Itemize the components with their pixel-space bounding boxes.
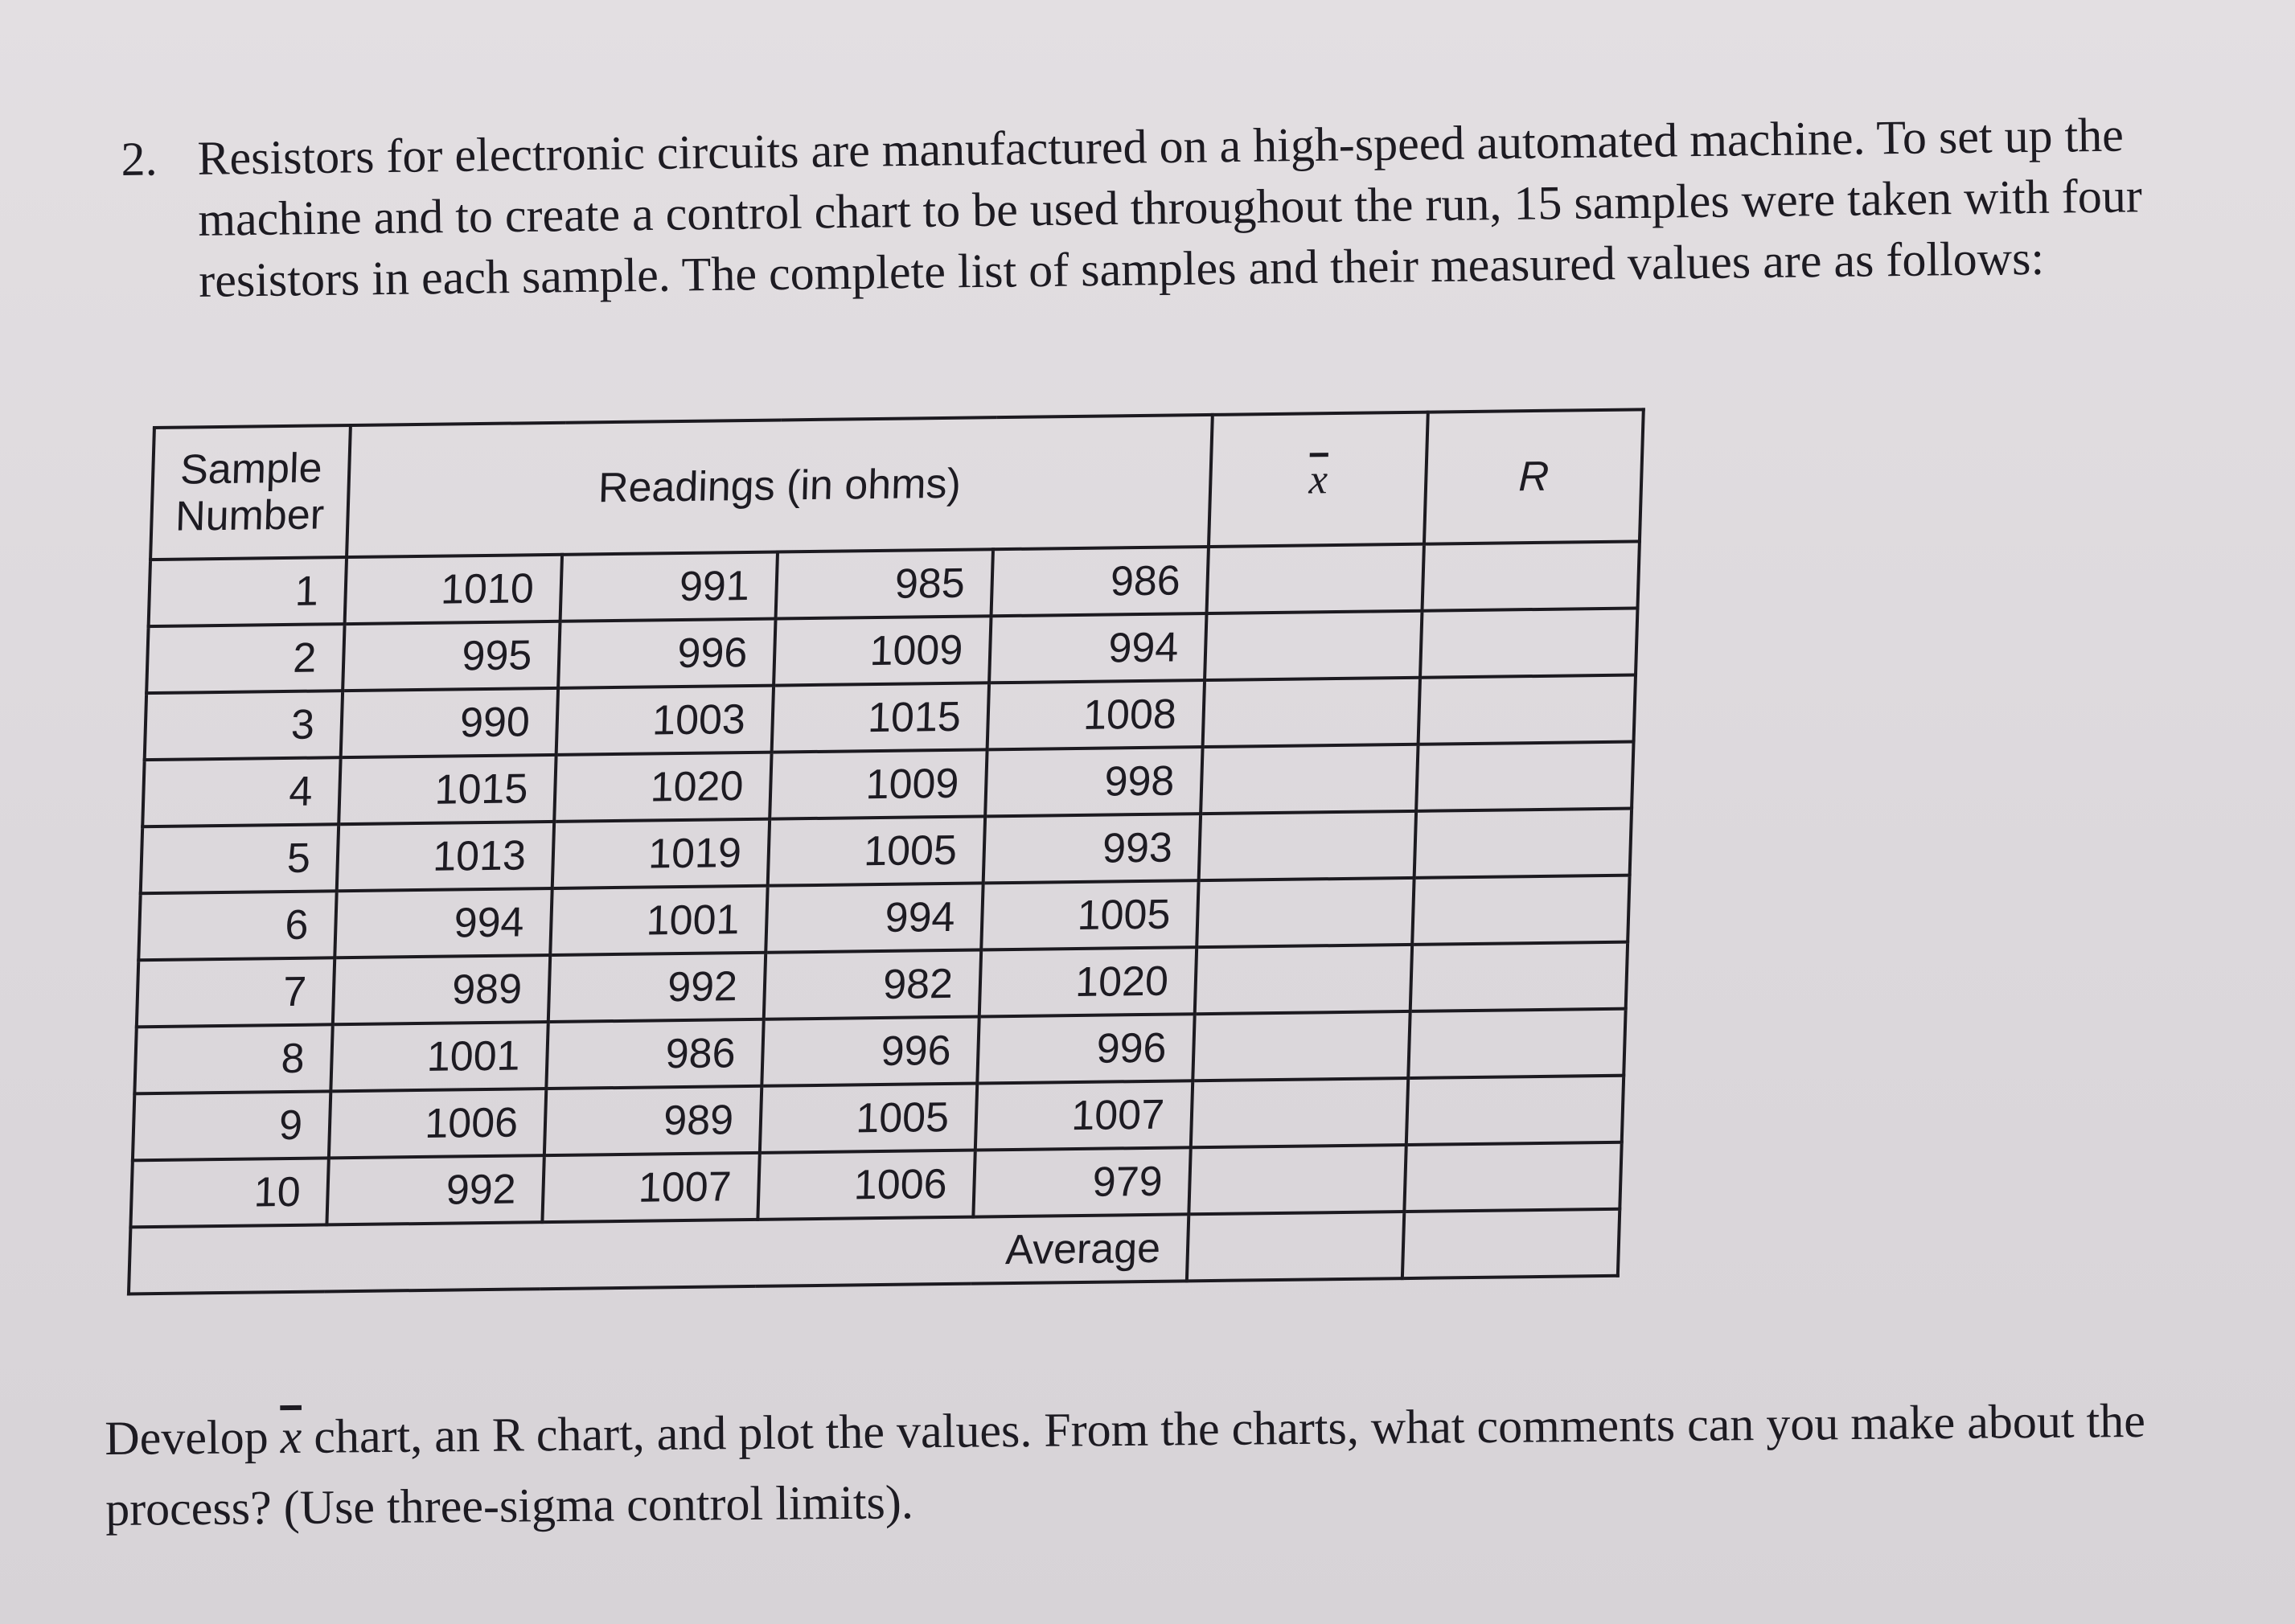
xbar-cell — [1197, 878, 1414, 947]
sample-number-cell: 2 — [146, 624, 344, 693]
readings-table-wrapper — [127, 408, 1645, 1295]
reading-cell: 998 — [985, 747, 1202, 816]
reading-cell: 992 — [326, 1155, 544, 1224]
reading-cell: 1009 — [770, 749, 987, 818]
readings-table — [127, 408, 1645, 1295]
reading-cell: 986 — [546, 1019, 763, 1089]
r-average-cell — [1402, 1209, 1620, 1278]
reading-cell: 994 — [989, 613, 1206, 683]
reading-cell: 1015 — [772, 683, 989, 752]
range-cell — [1416, 742, 1633, 811]
r-symbol: R — [1517, 453, 1550, 501]
xbar-header — [1209, 412, 1428, 547]
sample-number-cell: 1 — [149, 557, 347, 626]
reading-cell: 1005 — [981, 880, 1198, 949]
sample-number-cell: 6 — [138, 891, 336, 960]
range-cell — [1406, 1076, 1624, 1145]
xbar-average-cell — [1187, 1212, 1404, 1281]
range-cell — [1422, 541, 1639, 610]
range-cell — [1404, 1142, 1621, 1212]
instruction-text — [105, 1384, 2180, 1544]
sample-header-line1: Sample — [179, 445, 323, 494]
question-number: 2. — [121, 132, 158, 186]
reading-cell: 992 — [548, 953, 766, 1022]
xbar-cell — [1203, 678, 1420, 747]
reading-cell: 1020 — [554, 753, 771, 822]
instruction-xbar-symbol: $\overline{x}$ — [280, 1409, 302, 1464]
reading-cell: 1003 — [556, 686, 774, 755]
reading-cell: 1013 — [337, 822, 554, 891]
reading-cell: 995 — [343, 621, 560, 691]
sample-number-cell: 10 — [130, 1158, 328, 1227]
reading-cell: 996 — [977, 1014, 1194, 1083]
sample-number-cell: 9 — [133, 1091, 330, 1160]
table-header-row — [150, 409, 1644, 560]
sample-number-header — [150, 425, 351, 560]
xbar-cell — [1207, 544, 1424, 613]
xbar-cell — [1201, 744, 1418, 814]
reading-cell: 991 — [560, 552, 778, 621]
sample-header-line2: Number — [174, 491, 325, 540]
reading-cell: 993 — [983, 814, 1201, 883]
reading-cell: 994 — [766, 883, 983, 952]
reading-cell: 1005 — [760, 1084, 977, 1153]
range-cell — [1412, 876, 1629, 945]
xbar-cell — [1199, 811, 1416, 880]
range-cell — [1420, 608, 1637, 677]
reading-cell: 1020 — [979, 947, 1197, 1016]
sample-number-cell: 5 — [141, 824, 339, 893]
reading-cell: 989 — [544, 1086, 762, 1155]
xbar-symbol: $\overline{x}$ — [1308, 457, 1328, 503]
xbar-cell — [1189, 1145, 1406, 1214]
reading-cell: 1005 — [768, 816, 985, 885]
reading-cell: 994 — [335, 888, 552, 958]
reading-cell: 979 — [973, 1147, 1190, 1216]
sample-number-cell: 7 — [137, 958, 335, 1027]
reading-cell: 1010 — [345, 555, 562, 624]
xbar-cell — [1191, 1078, 1408, 1147]
reading-cell: 1001 — [330, 1022, 548, 1091]
reading-cell: 1007 — [542, 1153, 759, 1222]
range-cell — [1410, 942, 1628, 1011]
table-body — [130, 541, 1640, 1227]
reading-cell: 1009 — [774, 616, 991, 685]
reading-cell: 996 — [558, 619, 775, 688]
sample-number-cell: 8 — [134, 1024, 332, 1093]
xbar-cell — [1205, 611, 1422, 680]
reading-cell: 996 — [762, 1016, 979, 1085]
range-cell — [1418, 675, 1636, 744]
xbar-cell — [1195, 945, 1412, 1014]
reading-cell: 990 — [341, 688, 558, 757]
range-header — [1424, 409, 1644, 543]
average-label: Average — [129, 1214, 1189, 1294]
reading-cell: 982 — [764, 949, 981, 1019]
reading-cell: 1008 — [987, 680, 1205, 749]
reading-cell: 989 — [333, 955, 550, 1024]
range-cell — [1414, 809, 1632, 878]
reading-cell: 985 — [776, 549, 993, 618]
question-block — [121, 104, 2149, 312]
instruction-post: chart, an R chart, and plot the values. From the charts, what comments can you make about the process? (Use three-sigma control limits). — [105, 1393, 2146, 1536]
reading-cell: 1006 — [329, 1089, 546, 1158]
sample-number-cell: 4 — [142, 757, 340, 826]
xbar-cell — [1193, 1011, 1410, 1081]
readings-header: Readings (in ohms) — [347, 415, 1213, 557]
reading-cell: 1015 — [339, 755, 556, 824]
range-cell — [1408, 1009, 1625, 1078]
reading-cell: 1001 — [550, 886, 767, 955]
reading-cell: 1006 — [757, 1150, 975, 1220]
instruction-pre: Develop — [105, 1410, 269, 1465]
sample-number-cell: 3 — [145, 691, 343, 760]
reading-cell: 1007 — [975, 1081, 1193, 1150]
reading-cell: 986 — [991, 547, 1209, 616]
reading-cell: 1019 — [552, 819, 770, 888]
question-text: Resistors for electronic circuits are manufactured on a high-speed automated machine. To set up the machine and to create a control chart to be used throughout the run, 15 samples were taken with four resistors in each sample. The complete list of samples and their measured values are as follows: — [197, 108, 2143, 307]
